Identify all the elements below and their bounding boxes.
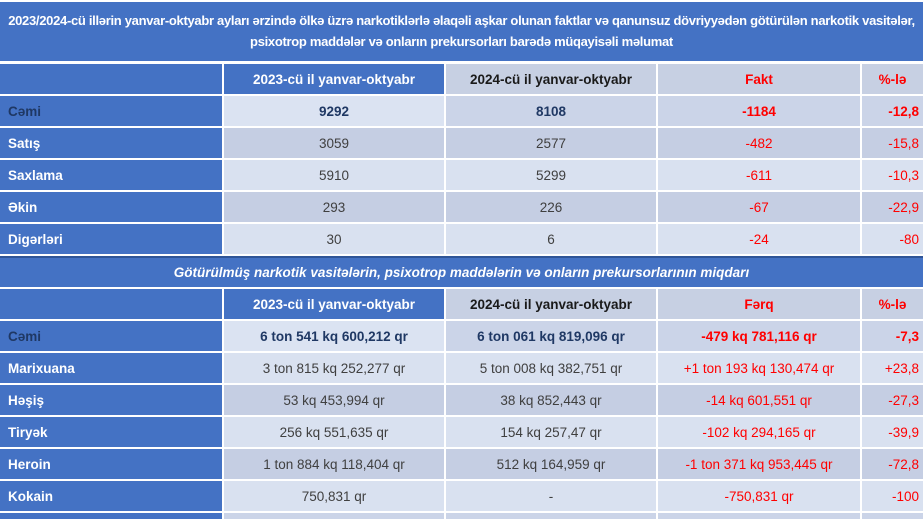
table-row [0,192,923,222]
column-header-v2023: 2023-cü il yanvar-oktyabr [224,289,444,319]
table-row [0,417,923,447]
section-title: Götürülmüş narkotik vasitələrin, psixotrop maddələrin və onların prekursorlarının miqdarı [0,256,923,287]
value-2024: - [446,481,656,511]
table-row [0,160,923,190]
row-label: Heroin [0,449,222,479]
value-2024: 512 kq 164,959 qr [446,449,656,479]
row-label: Marixuana [0,353,222,383]
value-2023: 9292 [224,96,444,126]
value-2023: 3 ton 815 kq 252,277 qr [224,353,444,383]
value-diff: +1 ton 193 kq 130,474 qr [658,353,860,383]
column-header-percent: %-lə [862,289,923,319]
value-percent: -22,9 [862,192,923,222]
value-diff: -24 [658,224,860,254]
row-label: Saxlama [0,160,222,190]
value-percent: +23,8 [862,353,923,383]
column-header-diff: Fakt [658,64,860,94]
table-row [0,128,923,158]
column-header-diff: Fərq [658,289,860,319]
value-2024: 5299 [446,160,656,190]
report-title: 2023/2024-cü illərin yanvar-oktyabr ayları ərzində ölkə üzrə narkotiklərlə əlaqəli aşkar olunan faktlar və qanunsuz dövriyyədən götürülən narkotik vasitələr, psixotrop maddələr və onların prekursorları barədə müqayisəli məlumat [0,2,923,61]
value-2024: 6 [446,224,656,254]
value-percent: -80 [862,224,923,254]
table-row [0,481,923,511]
value-diff: -1184 [658,96,860,126]
value-diff: -750,831 qr [658,481,860,511]
column-header-v2023: 2023-cü il yanvar-oktyabr [224,64,444,94]
table-row [0,353,923,383]
value-diff: -67 [658,192,860,222]
value-diff [658,513,860,519]
value-percent: -39,9 [862,417,923,447]
value-diff: -479 kq 781,116 qr [658,321,860,351]
table-header-row [0,64,923,94]
value-2024: 226 [446,192,656,222]
value-diff: -482 [658,128,860,158]
table-row-clipped [0,513,923,519]
table-row [0,385,923,415]
value-2023: 256 kq 551,635 qr [224,417,444,447]
row-label: Tiryək [0,417,222,447]
row-label: Digərləri [0,224,222,254]
value-2024: 154 kq 257,47 qr [446,417,656,447]
value-2024: 38 kq 852,443 qr [446,385,656,415]
column-header-v2024: 2024-cü il yanvar-oktyabr [446,289,656,319]
value-2023: 1 ton 884 kq 118,404 qr [224,449,444,479]
quantities-table [0,289,923,511]
value-percent: -72,8 [862,449,923,479]
value-2023: 293 [224,192,444,222]
table-row [0,224,923,254]
value-diff: -1 ton 371 kq 953,445 qr [658,449,860,479]
row-label: Əkin [0,192,222,222]
value-percent: -10,3 [862,160,923,190]
row-label [0,513,222,519]
value-2023: 3059 [224,128,444,158]
row-label: Həşiş [0,385,222,415]
value-2024 [446,513,656,519]
value-2023: 750,831 qr [224,481,444,511]
value-diff: -102 kq 294,165 qr [658,417,860,447]
facts-table [0,64,923,254]
column-header-percent: %-lə [862,64,923,94]
row-label: Kokain [0,481,222,511]
value-percent [862,513,923,519]
value-2023 [224,513,444,519]
column-header-v2024: 2024-cü il yanvar-oktyabr [446,64,656,94]
table-header-row [0,289,923,319]
row-label: Cəmi [0,96,222,126]
table-row [0,321,923,351]
value-2023: 6 ton 541 kq 600,212 qr [224,321,444,351]
table-row [0,449,923,479]
value-percent: -27,3 [862,385,923,415]
value-2024: 6 ton 061 kq 819,096 qr [446,321,656,351]
value-percent: -7,3 [862,321,923,351]
table-row [0,96,923,126]
value-diff: -14 kq 601,551 qr [658,385,860,415]
value-percent: -100 [862,481,923,511]
value-2023: 5910 [224,160,444,190]
value-2023: 30 [224,224,444,254]
value-2024: 8108 [446,96,656,126]
value-2024: 2577 [446,128,656,158]
column-header-label [0,64,222,94]
value-diff: -611 [658,160,860,190]
value-percent: -12,8 [862,96,923,126]
value-2023: 53 kq 453,994 qr [224,385,444,415]
row-label: Satış [0,128,222,158]
value-2024: 5 ton 008 kq 382,751 qr [446,353,656,383]
value-percent: -15,8 [862,128,923,158]
row-label: Cəmi [0,321,222,351]
column-header-label [0,289,222,319]
